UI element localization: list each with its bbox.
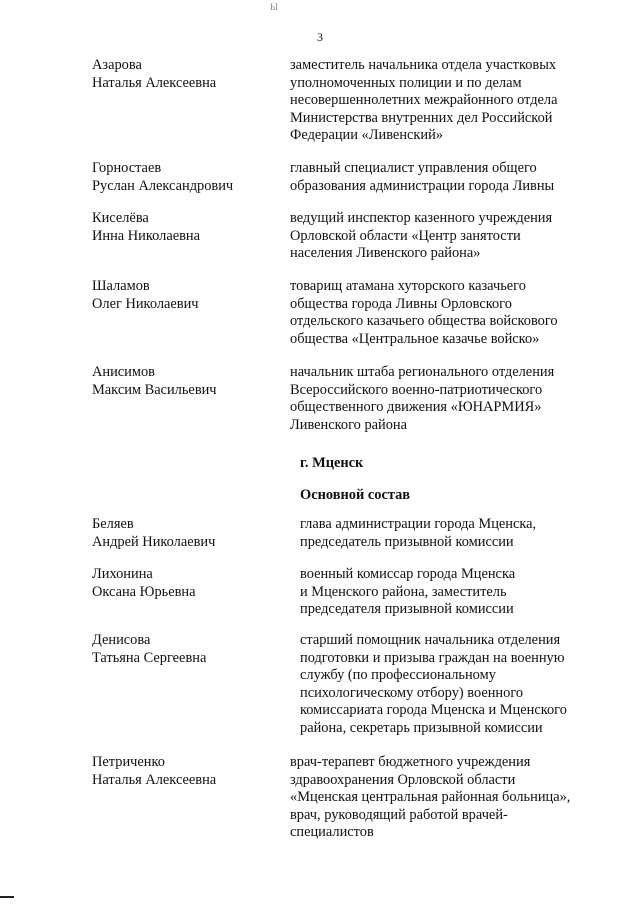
- duty-line: Орловской области «Центр занятости: [290, 227, 521, 244]
- member-surname: Азарова: [92, 57, 142, 73]
- member-duty: [290, 278, 600, 348]
- member-duty: [300, 632, 610, 738]
- duty-line: начальник штаба регионального отделения: [290, 364, 555, 380]
- scan-mark: Ы: [270, 2, 278, 12]
- duty-line: заместитель начальника отдела участковых: [290, 57, 557, 73]
- duty-line: образования администрации города Ливны: [290, 177, 555, 194]
- duty-line: комиссариата города Мценска и Мценского: [300, 702, 567, 719]
- duty-line: подготовки и призыва граждан на военную: [300, 649, 565, 666]
- duty-line: врач-терапевт бюджетного учреждения: [290, 754, 531, 770]
- section-city-heading: г. Мценск: [300, 455, 364, 471]
- member-surname: Шаламов: [92, 278, 150, 294]
- member-duty: [290, 210, 600, 263]
- member-surname: Киселёва: [92, 210, 149, 226]
- member-given-names: Андрей Николаевич: [92, 533, 216, 550]
- member-name: [92, 566, 282, 601]
- duty-line: района, секретарь призывной комиссии: [300, 719, 543, 736]
- duty-line: главный специалист управления общего: [290, 160, 537, 176]
- duty-line: старший помощник начальника отделения: [300, 632, 561, 648]
- duty-line: специалистов: [290, 824, 374, 841]
- duty-line: отдельского казачьего общества войскового: [290, 313, 558, 330]
- duty-line: ведущий инспектор казенного учреждения: [290, 210, 553, 226]
- duty-line: председатель призывной комиссии: [300, 533, 514, 550]
- duty-line: Ливенского района: [290, 416, 408, 433]
- duty-line: психологическому отбору) военного: [300, 684, 524, 701]
- member-given-names: Инна Николаевна: [92, 227, 200, 244]
- duty-line: службу (по профессиональному: [300, 667, 496, 684]
- duty-line: товарищ атамана хуторского казачьего: [290, 278, 526, 294]
- duty-line: Федерации «Ливенский»: [290, 127, 443, 144]
- member-name: [92, 278, 282, 313]
- duty-line: врач, руководящий работой врачей-: [290, 806, 508, 823]
- member-given-names: Татьяна Сергеевна: [92, 649, 207, 666]
- member-name: [92, 57, 282, 92]
- duty-line: военный комиссар города Мценска: [300, 566, 516, 582]
- member-surname: Горностаев: [92, 160, 162, 176]
- duty-line: и Мценского района, заместитель: [300, 583, 507, 600]
- member-given-names: Оксана Юрьевна: [92, 583, 196, 600]
- member-name: [92, 516, 282, 551]
- duty-line: общественного движения «ЮНАРМИЯ»: [290, 399, 542, 416]
- duty-line: населения Ливенского района»: [290, 245, 481, 262]
- member-surname: Анисимов: [92, 364, 155, 380]
- member-surname: Денисова: [92, 632, 151, 648]
- member-name: [92, 210, 282, 245]
- member-duty: [290, 160, 600, 195]
- duty-line: Всероссийского военно-патриотического: [290, 381, 543, 398]
- duty-line: «Мценская центральная районная больница»,: [290, 789, 571, 806]
- duty-line: здравоохранения Орловской области: [290, 771, 516, 788]
- duty-line: общества «Центральное казачье войско»: [290, 330, 540, 347]
- member-name: [92, 364, 282, 399]
- member-name: [92, 632, 282, 667]
- page-number: 3: [317, 30, 323, 44]
- duty-line: глава администрации города Мценска,: [300, 516, 537, 532]
- member-surname: Лихонина: [92, 566, 153, 582]
- duty-line: Министерства внутренних дел Российской: [290, 109, 553, 126]
- member-given-names: Руслан Александрович: [92, 177, 234, 194]
- member-duty: [300, 566, 610, 619]
- member-duty: [290, 364, 600, 434]
- duty-line: уполномоченных полиции и по делам: [290, 74, 522, 91]
- member-duty: [300, 516, 610, 551]
- member-duty: [290, 57, 600, 145]
- member-name: [92, 754, 282, 789]
- section-composition-heading: Основной состав: [300, 487, 411, 503]
- member-surname: Беляев: [92, 516, 134, 532]
- member-given-names: Максим Васильевич: [92, 381, 217, 398]
- margin-dash: [0, 896, 14, 898]
- duty-line: председателя призывной комиссии: [300, 601, 514, 618]
- member-given-names: Наталья Алексеевна: [92, 74, 217, 91]
- duty-line: общества города Ливны Орловского: [290, 295, 512, 312]
- member-name: [92, 160, 282, 195]
- member-given-names: Наталья Алексеевна: [92, 771, 217, 788]
- member-given-names: Олег Николаевич: [92, 295, 199, 312]
- duty-line: несовершеннолетних межрайонного отдела: [290, 92, 558, 109]
- member-surname: Петриченко: [92, 754, 165, 770]
- member-duty: [290, 754, 600, 842]
